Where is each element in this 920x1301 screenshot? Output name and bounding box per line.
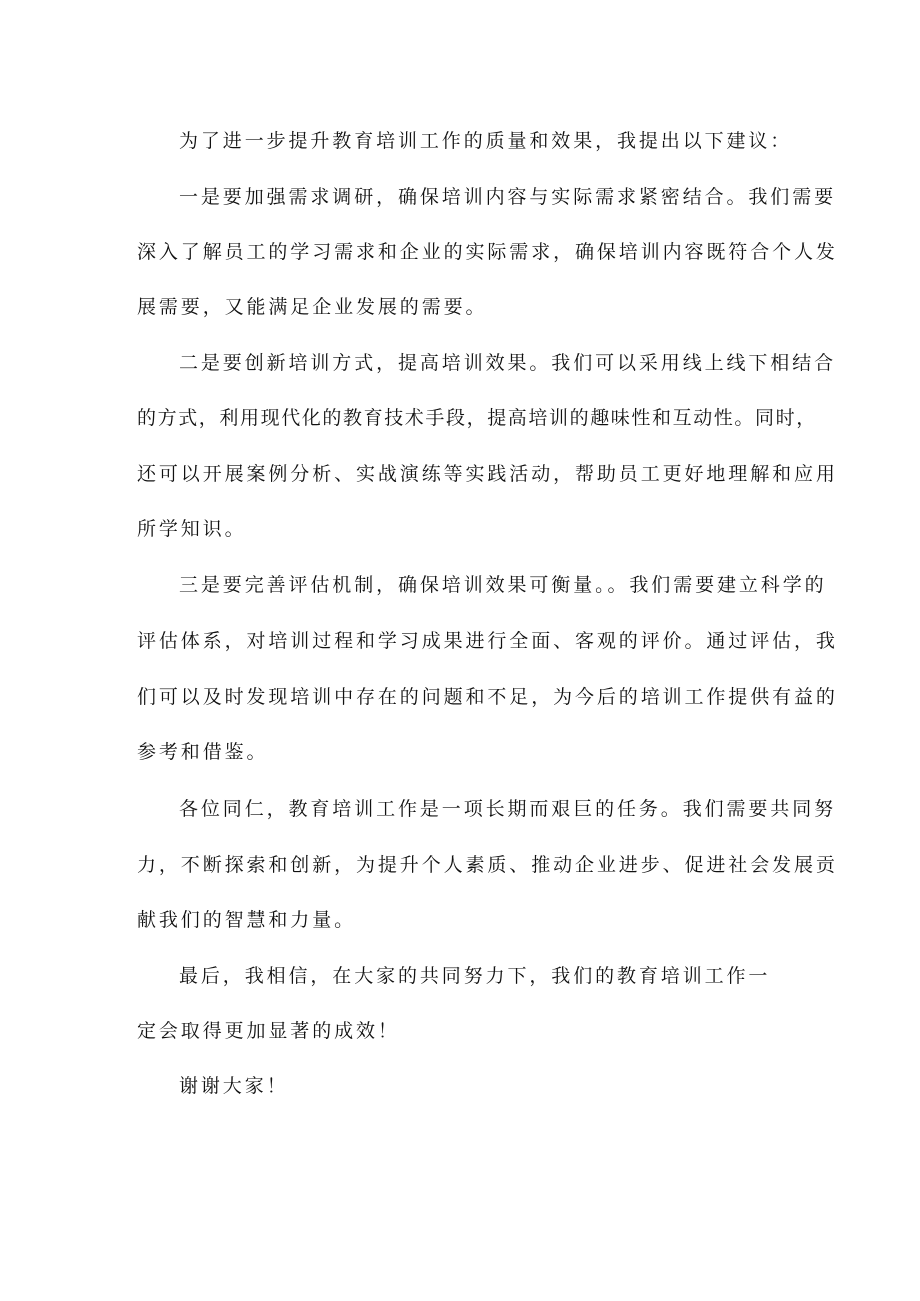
paragraph-5-line-1: 最后，我相信，在大家的共同努力下，我们的教育培训工作一 — [179, 965, 771, 987]
paragraph-4-line-1: 各位同仁，教育培训工作是一项长期而艰巨的任务。我们需要共同努 — [179, 798, 837, 820]
paragraph-1-line-2: 深入了解员工的学习需求和企业的实际需求，确保培训内容既符合个人发 — [137, 241, 838, 263]
paragraph-2-line-3: 还可以开展案例分析、实战演练等实践活动，帮助员工更好地理解和应用 — [137, 463, 838, 485]
paragraph-5-line-2: 定会取得更加显著的成效！ — [137, 1020, 400, 1042]
intro-line: 为了进一步提升教育培训工作的质量和效果，我提出以下建议： — [179, 130, 793, 152]
paragraph-4-line-3: 献我们的智慧和力量。 — [137, 909, 357, 931]
paragraph-4-line-2: 力，不断探索和创新，为提升个人素质、推动企业进步、促进社会发展贡 — [137, 854, 838, 876]
closing-line: 谢谢大家！ — [179, 1075, 289, 1097]
paragraph-1-line-3: 展需要，又能满足企业发展的需要。 — [137, 296, 488, 318]
paragraph-2-line-4: 所学知识。 — [137, 518, 247, 540]
paragraph-2-line-2: 的方式，利用现代化的教育技术手段，提高培训的趣味性和互动性。同时， — [137, 407, 817, 429]
paragraph-3-line-2: 评估体系，对培训过程和学习成果进行全面、客观的评价。通过评估，我 — [137, 630, 838, 652]
paragraph-1-line-1: 一是要加强需求调研，确保培训内容与实际需求紧密结合。我们需要 — [179, 186, 837, 208]
paragraph-3-line-3: 们可以及时发现培训中存在的问题和不足，为今后的培训工作提供有益的 — [137, 686, 838, 708]
paragraph-3-line-4: 参考和借鉴。 — [137, 741, 269, 763]
paragraph-2-line-1: 二是要创新培训方式，提高培训效果。我们可以采用线上线下相结合 — [179, 352, 837, 374]
paragraph-3-line-1: 三是要完善评估机制，确保培训效果可衡量。。我们需要建立科学的 — [179, 574, 827, 596]
